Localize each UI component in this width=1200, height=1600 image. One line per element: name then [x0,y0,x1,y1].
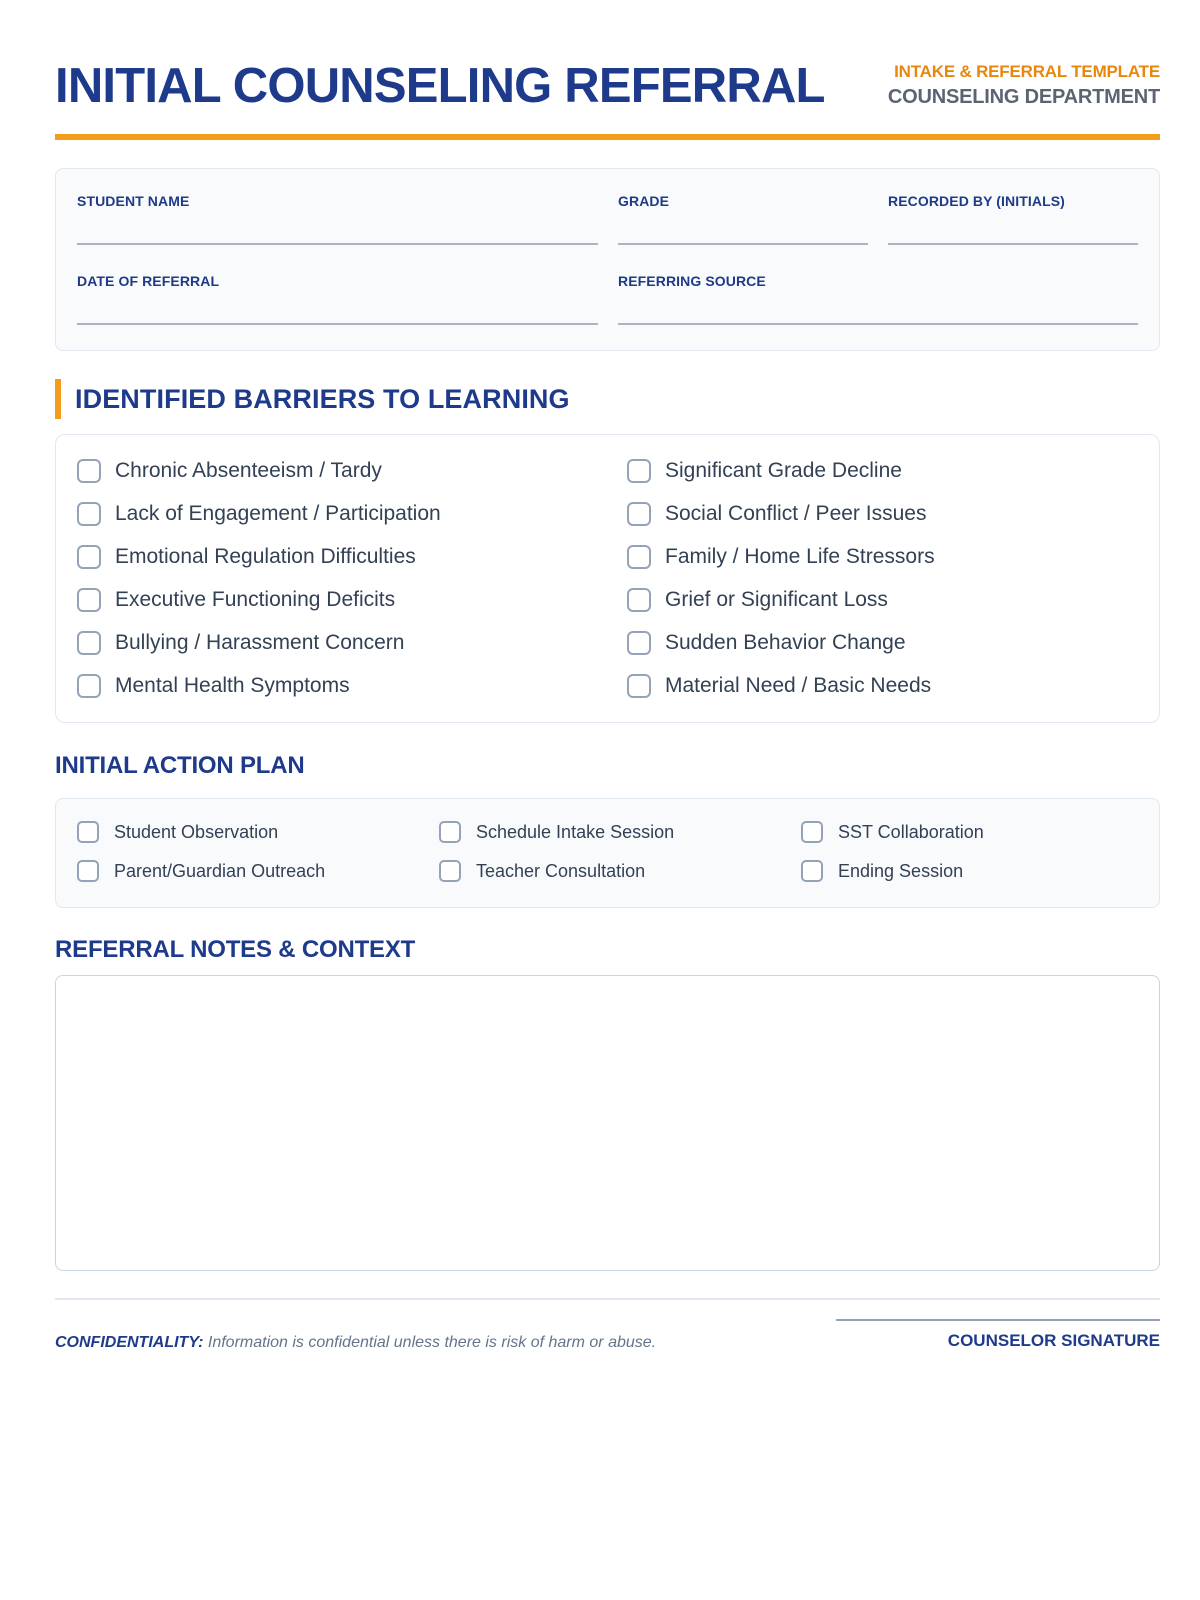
checkbox[interactable] [627,631,651,655]
plan-label: Parent/Guardian Outreach [114,861,326,881]
plan-label: Student Observation [114,822,279,842]
barrier-label: Material Need / Basic Needs [665,674,932,697]
checkbox[interactable] [439,860,461,882]
barriers-checklist [55,434,1160,723]
form-header [55,58,1160,138]
plan-label: Ending Session [838,861,964,881]
student-name-field[interactable] [77,193,189,209]
barrier-label: Lack of Engagement / Participation [115,502,441,525]
referring-source-line[interactable] [618,323,1138,325]
checkbox[interactable] [801,821,823,843]
form-title: INITIAL COUNSELING REFERRAL [55,59,825,113]
template-label: INTAKE & REFERRAL TEMPLATE [894,62,1160,81]
barriers-accent-bar [55,379,61,419]
footer-divider [55,1298,1160,1300]
checkbox[interactable] [77,631,101,655]
checkbox[interactable] [77,821,99,843]
plan-label: Teacher Consultation [476,861,646,881]
barrier-label: Chronic Absenteeism / Tardy [115,459,382,482]
barrier-label: Mental Health Symptoms [115,674,350,697]
recorded-by-line[interactable] [888,243,1138,245]
recorded-by-field[interactable] [888,193,1065,209]
checkbox[interactable] [801,860,823,882]
checkbox[interactable] [627,459,651,483]
counselor-signature-label: COUNSELOR SIGNATURE [947,1331,1160,1350]
plan-label: Schedule Intake Session [476,822,675,842]
checkbox[interactable] [627,545,651,569]
counselor-signature-line[interactable] [836,1319,1160,1321]
referring-source-field[interactable] [618,273,766,289]
referral-form-page [55,0,1160,1600]
barrier-label: Sudden Behavior Change [665,631,906,654]
notes-title: REFERRAL NOTES & CONTEXT [55,936,416,963]
date-of-referral-label: DATE OF REFERRAL [77,273,220,289]
confidentiality-text: Information is confidential unless there is risk of harm or abuse. [207,1334,657,1351]
confidentiality-notice [55,1334,656,1352]
checkbox[interactable] [627,588,651,612]
checkbox[interactable] [627,674,651,698]
checkbox[interactable] [77,502,101,526]
date-of-referral-field[interactable] [77,273,219,289]
checkbox[interactable] [77,588,101,612]
notes-textarea[interactable] [55,975,1160,1271]
grade-label: GRADE [618,193,670,209]
student-name-label: STUDENT NAME [77,193,190,209]
barrier-label: Significant Grade Decline [665,459,902,482]
barriers-title: IDENTIFIED BARRIERS TO LEARNING [75,384,570,414]
checkbox[interactable] [77,545,101,569]
checkbox[interactable] [77,459,101,483]
barrier-label: Grief or Significant Loss [665,588,888,611]
grade-field[interactable] [618,193,669,209]
plan-label: SST Collaboration [838,822,984,842]
date-of-referral-line[interactable] [77,323,598,325]
checkbox[interactable] [77,860,99,882]
header-divider [55,134,1160,140]
barrier-label: Social Conflict / Peer Issues [665,502,927,525]
checkbox[interactable] [439,821,461,843]
referring-source-label: REFERRING SOURCE [618,273,766,289]
grade-line[interactable] [618,243,868,245]
student-info-box [55,168,1160,351]
barrier-label: Executive Functioning Deficits [115,588,396,611]
barrier-label: Emotional Regulation Difficulties [115,545,416,568]
checkbox[interactable] [627,502,651,526]
barrier-label: Family / Home Life Stressors [665,545,935,568]
checkbox[interactable] [77,674,101,698]
confidentiality-label: CONFIDENTIALITY: [55,1334,204,1351]
student-name-line[interactable] [77,243,598,245]
recorded-by-label: RECORDED BY (INITIALS) [888,193,1065,209]
action-plan-checklist [55,798,1160,908]
action-plan-title: INITIAL ACTION PLAN [55,752,305,779]
barrier-label: Bullying / Harassment Concern [115,631,405,654]
department-label: COUNSELING DEPARTMENT [887,86,1160,108]
